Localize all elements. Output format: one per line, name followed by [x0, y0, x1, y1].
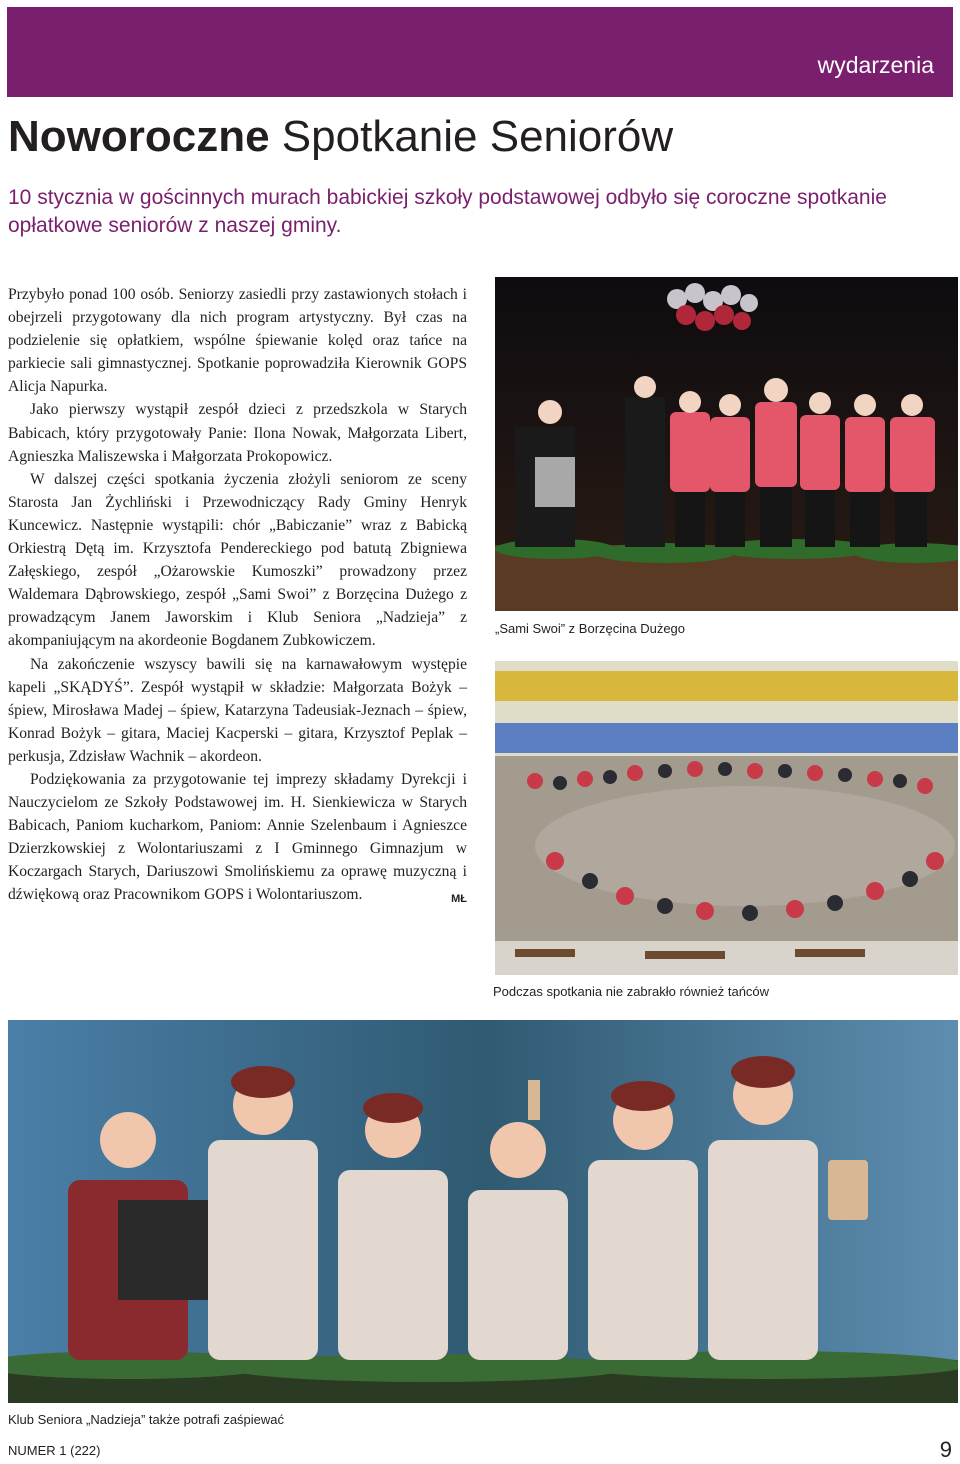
article-title [8, 112, 673, 162]
photo-klub-seniora [8, 1020, 958, 1403]
section-label: wydarzenia [817, 52, 934, 78]
article-body [8, 283, 467, 912]
header-bar [7, 7, 953, 97]
photo3-caption: Klub Seniora „Nadzieja” także potrafi zaśpiewać [8, 1412, 285, 1427]
body-paragraph: Przybyło ponad 100 osób. Seniorzy zasiedli przy zastawionych stołach i obejrzeli przygotowany dla nich program artystyczny. Był czas na podzielenie się opłatkiem, wspólne śpiewanie kolęd oraz tańce na parkiecie sali gimnastycznej. Spotkanie poprowadziła Kierownik GOPS Alicja Napurka. [8, 286, 467, 396]
body-paragraph: W dalszej części spotkania życzenia złożyli seniorom ze sceny Starosta Jan Żychliński i Przewodniczący Rady Gminy Henryk Kuncewicz. Następnie wystąpili: chór „Babiczanie” wraz z Babicką Orkiestrą Dętą im. Krzysztofa Pendereckiego pod batutą Zbigniewa Załęskiego, zespół „Ożarowskie Kumoszki” prowadzony przez Waldemara Dąbrowskiego, zespół „Sami Swoi” z Borzęcina Dużego z prowadzącym Janem Jaworskim i Klub Seniora „Nadzieja” z akompaniującym na akordeonie Bogdanem Zubkowiczem. [8, 470, 467, 650]
page-number: 9 [939, 1437, 952, 1462]
title-rest: Spotkanie Seniorów [269, 112, 674, 161]
author-signature: MŁ [451, 893, 467, 906]
body-paragraph-text: Podziękowania za przygotowanie tej imprezy składamy Dyrekcji i Nauczycielom ze Szkoły Podstawowej im. H. Sienkiewicza w Starych Babicach, Paniom kucharkom, Paniom: Annie Szelenbaum i Agnieszce Dzierzkowskiej z Wolontariuszami z I Gminnego Gimnazjum w Koczargach Starych, Dariuszowi Smolińskiemu za oprawę muzyczną i dźwiękową oraz Pracownikom GOPS i Wolontariuszom. [8, 770, 467, 904]
photo-choir-illustration [495, 277, 958, 611]
photo-klub-illustration [8, 1020, 958, 1403]
title-bold: Noworoczne [8, 112, 270, 161]
photo-dancing [495, 661, 958, 975]
body-paragraph: Jako pierwszy wystąpił zespół dzieci z przedszkola w Starych Babicach, który przygotowały Panie: Ilona Nowak, Małgorzata Libert, Agnieszka Maliszewska i Małgorzata Prokopowicz. [8, 401, 467, 465]
body-paragraph [8, 768, 467, 907]
photo2-caption: Podczas spotkania nie zabrakło również tańców [493, 984, 770, 999]
article-lead: 10 stycznia w gościnnych murach babickiej szkoły podstawowej odbyło się coroczne spotkanie opłatkowe seniorów z naszej gminy. [8, 186, 887, 237]
issue-number: NUMER 1 (222) [8, 1443, 101, 1458]
photo1-caption: „Sami Swoi” z Borzęcina Dużego [495, 621, 686, 636]
body-paragraph: Na zakończenie wszyscy bawili się na karnawałowym występie kapeli „SKĄDYŚ”. Zespół wystąpił w składzie: Małgorzata Bożyk – śpiew, Mirosława Madej – śpiew, Katarzyna Tadeusiak-Jeznach – śpiew, Konrad Bożyk – gitara, Maciej Kacperski – gitara, Krzysztof Peplak – perkusja, Zdzisław Wachnik – akordeon. [8, 655, 467, 765]
photo-dancing-illustration [495, 661, 958, 975]
photo-sami-swoi-choir [495, 277, 958, 611]
